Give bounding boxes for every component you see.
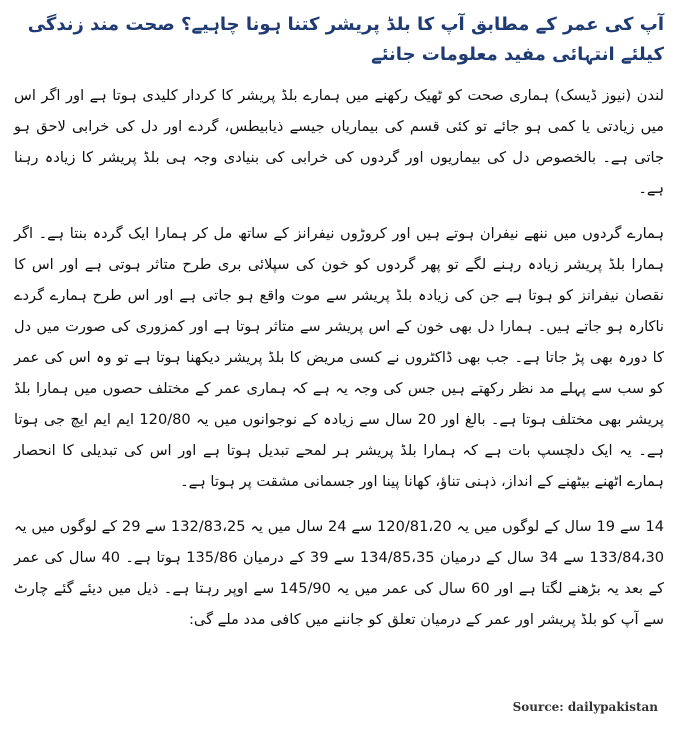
article-paragraph-3: 14 سے 19 سال کے لوگوں میں یہ 120/81،20 سے 24 سال میں یہ 132/83،25 سے 29 کے لوگوں میں یہ 133/84،30 سے 34 سال کے درمیان 134/85،35 سے 39 کے درمیان 135/86 ہوتا ہے۔ 40 سال کی عمر کے بعد یہ بڑھنے لگتا ہے اور 60 سال کی عمر میں یہ 145/90 سے اوپر رہتا ہے۔ ذیل میں دیئے گئے چارٹ سے آپ کو بلڈ پریشر اور عمر کے درمیان تعلق کو جاننے میں کافی مدد ملے گی: bbox=[14, 518, 665, 628]
article-paragraph-2: ہمارے گردوں میں ننھے نیفران ہوتے ہیں اور کروڑوں نیفرانز کے ساتھ مل کر ہمارا ایک گردہ بنتا ہے۔ اگر ہمارا بلڈ پریشر زیادہ رہنے لگے تو پھر گردوں کو خون کی سپلائی بری طرح متاثر ہوتی ہے اور اس کا نقصان نیفرانز کو ہوتا ہے جن کی زیادہ بلڈ پریشر سے موت واقع ہو جاتی ہے اور اس طرح ہمارے گردے ناکارہ ہو جاتے ہیں۔ ہمارا دل بھی خون کے اس پریشر سے متاثر ہوتا ہے اور کمزوری کی صورت میں دل کا دورہ بھی پڑ جاتا ہے۔ جب بھی ڈاکٹروں نے کسی مریض کا بلڈ پریشر دیکھنا ہوتا ہے تو وہ اس کی عمر کو سب سے پہلے مد نظر رکھتے ہیں جس کی وجہ یہ ہے کہ ہماری عمر کے مختلف حصوں میں ہمارا بلڈ پریشر بھی مختلف ہوتا ہے۔ بالغ اور 20 سال سے زیادہ کے نوجوانوں میں یہ 120/80 ایم ایم ایچ جی ہوتا ہے۔ یہ ایک دلچسپ بات ہے کہ ہمارا بلڈ پریشر ہر لمحے تبدیل ہوتا ہے اور اس کی تبدیلی کا انحصار ہمارے اٹھنے بیٹھنے کے انداز، ذہنی تناؤ، کھانا پینا اور جسمانی مشقت پر ہوتا ہے۔ bbox=[14, 225, 664, 490]
article-paragraph-1: لندن (نیوز ڈیسک) ہماری صحت کو ٹھیک رکھنے میں ہمارے بلڈ پریشر کا کردار کلیدی ہوتا ہے اور اگر اس میں زیادتی یا کمی ہو جائے تو کئی قسم کی بیماریاں جیسے ذیابیطس، گردے اور دل کی خرابی لاحق ہو جاتی ہے۔ بالخصوص دل کی بیماریوں اور گردوں کی خرابی کی بنیادی وجہ ہی بلڈ پریشر کا زیادہ رہنا ہے۔ bbox=[14, 87, 664, 197]
article-title: آپ کی عمر کے مطابق آپ کا بلڈ پریشر کتنا ہونا چاہیے؟ صحت مند زندگی کیلئے انتہائی مفید معلومات جانئے bbox=[27, 14, 664, 65]
source-credit: Source: dailypakistan bbox=[512, 700, 658, 714]
